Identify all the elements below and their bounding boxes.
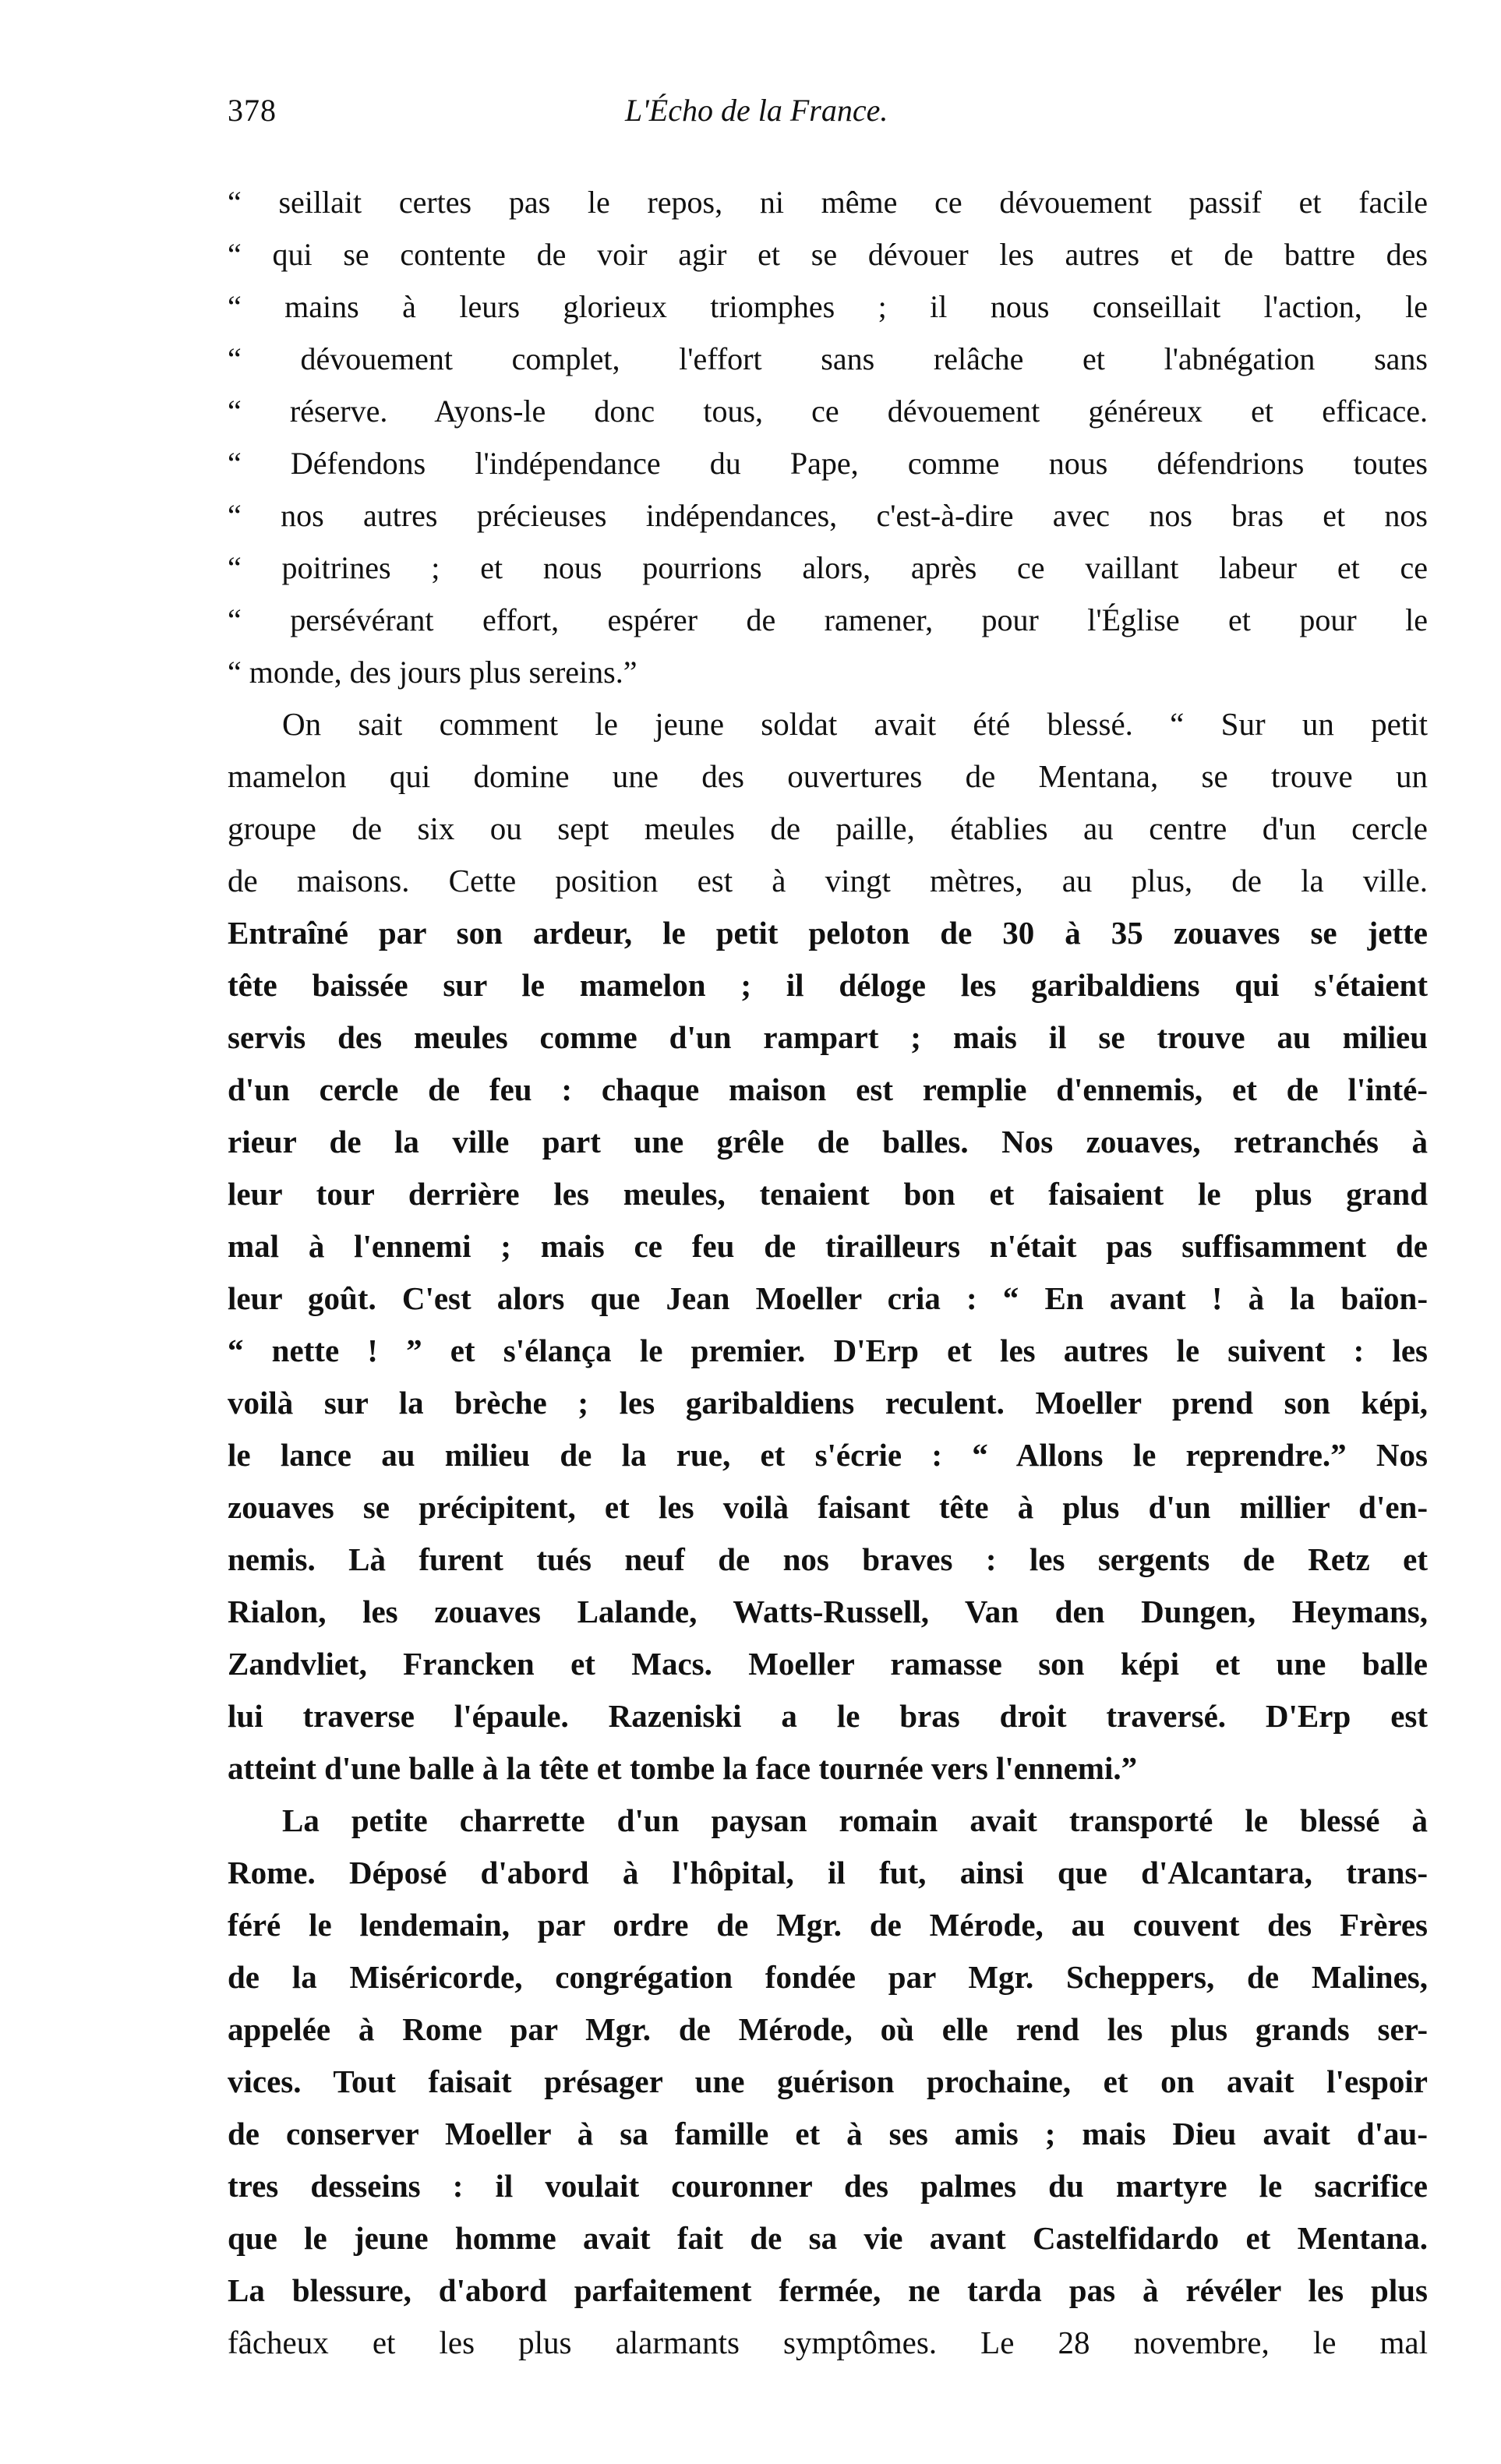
text-line: Zandvliet, Francken et Macs. Moeller ramasse son képi et une balle — [228, 1646, 1428, 1682]
text-line: “ nette ! ” et s'élança le premier. D'Erp et les autres le suivent : les — [228, 1333, 1428, 1368]
running-head — [228, 87, 1428, 134]
text-line: de conserver Moeller à sa famille et à ses amis ; mais Dieu avait d'au- — [228, 2116, 1428, 2152]
text-line: “ persévérant effort, espérer de ramener, pour l'Église et pour le — [228, 602, 1428, 637]
text-line: Rialon, les zouaves Lalande, Watts-Russell, Van den Dungen, Heymans, — [228, 1594, 1428, 1629]
text-line: “ dévouement complet, l'effort sans relâche et l'abnégation sans — [228, 341, 1428, 376]
text-line: “ nos autres précieuses indépendances, c'est-à-dire avec nos bras et nos — [228, 498, 1428, 533]
text-line: rieur de la ville part une grêle de balles. Nos zouaves, retranchés à — [228, 1124, 1428, 1160]
text-line: “ seillait certes pas le repos, ni même ce dévouement passif et facile — [228, 185, 1428, 220]
text-line: le lance au milieu de la rue, et s'écrie : “ Allons le reprendre.” Nos — [228, 1437, 1428, 1473]
text-line: voilà sur la brèche ; les garibaldiens reculent. Moeller prend son képi, — [228, 1385, 1428, 1421]
text-line: “ réserve. Ayons-le donc tous, ce dévouement généreux et efficace. — [228, 394, 1428, 429]
running-title: L'Écho de la France. — [625, 93, 888, 128]
text-line: de maisons. Cette position est à vingt mètres, au plus, de la ville. — [228, 863, 1428, 898]
text-line: tête baissée sur le mamelon ; il déloge les garibaldiens qui s'étaient — [228, 967, 1428, 1003]
text-line: zouaves se précipitent, et les voilà faisant tête à plus d'un millier d'en- — [228, 1489, 1428, 1525]
text-line: lui traverse l'épaule. Razeniski a le bras droit traversé. D'Erp est — [228, 1698, 1428, 1734]
text-line: mal à l'ennemi ; mais ce feu de tirailleurs n'était pas suffisamment de — [228, 1228, 1428, 1264]
text-line: leur tour derrière les meules, tenaient bon et faisaient le plus grand — [228, 1176, 1428, 1212]
text-line: vices. Tout faisait présager une guérison prochaine, et on avait l'espoir — [228, 2063, 1428, 2099]
text-line: d'un cercle de feu : chaque maison est remplie d'ennemis, et de l'inté- — [228, 1071, 1428, 1107]
text-line: La blessure, d'abord parfaitement fermée, ne tarda pas à révéler les plus — [228, 2272, 1428, 2308]
text-line: que le jeune homme avait fait de sa vie avant Castelfidardo et Mentana. — [228, 2220, 1428, 2256]
text-line: groupe de six ou sept meules de paille, établies au centre d'un cercle — [228, 810, 1428, 846]
text-line: fâcheux et les plus alarmants symptômes. Le 28 novembre, le mal — [228, 2325, 1428, 2360]
text-line: leur goût. C'est alors que Jean Moeller cria : “ En avant ! à la baïon- — [228, 1280, 1428, 1316]
text-line: “ poitrines ; et nous pourrions alors, après ce vaillant labeur et ce — [228, 550, 1428, 585]
text-line: tres desseins : il voulait couronner des palmes du martyre le sacrifice — [228, 2168, 1428, 2204]
text-line: Entraîné par son ardeur, le petit peloton de 30 à 35 zouaves se jette — [228, 915, 1428, 951]
body-text — [228, 176, 1428, 2369]
text-line: “ monde, des jours plus sereins.” — [228, 655, 637, 690]
text-line: “ mains à leurs glorieux triomphes ; il nous conseillait l'action, le — [228, 289, 1428, 324]
text-line: de la Miséricorde, congrégation fondée par Mgr. Scheppers, de Malines, — [228, 1959, 1428, 1995]
paragraph-start-line: On sait comment le jeune soldat avait été blessé. “ Sur un petit — [282, 706, 1428, 742]
text-line: nemis. Là furent tués neuf de nos braves : les sergents de Retz et — [228, 1541, 1428, 1577]
paragraph-start-line: La petite charrette d'un paysan romain avait transporté le blessé à — [282, 1802, 1428, 1838]
page-number: 378 — [228, 93, 277, 128]
text-line: féré le lendemain, par ordre de Mgr. de Mérode, au couvent des Frères — [228, 1907, 1428, 1943]
text-line: servis des meules comme d'un rampart ; mais il se trouve au milieu — [228, 1019, 1428, 1055]
text-line: mamelon qui domine une des ouvertures de Mentana, se trouve un — [228, 758, 1428, 794]
text-line: atteint d'une balle à la tête et tombe la face tournée vers l'ennemi.” — [228, 1750, 1138, 1786]
text-line: appelée à Rome par Mgr. de Mérode, où elle rend les plus grands ser- — [228, 2011, 1428, 2047]
text-line: “ qui se contente de voir agir et se dévouer les autres et de battre des — [228, 237, 1428, 272]
text-line: Rome. Déposé d'abord à l'hôpital, il fut, ainsi que d'Alcantara, trans- — [228, 1855, 1428, 1890]
text-line: “ Défendons l'indépendance du Pape, comme nous défendrions toutes — [228, 446, 1428, 481]
